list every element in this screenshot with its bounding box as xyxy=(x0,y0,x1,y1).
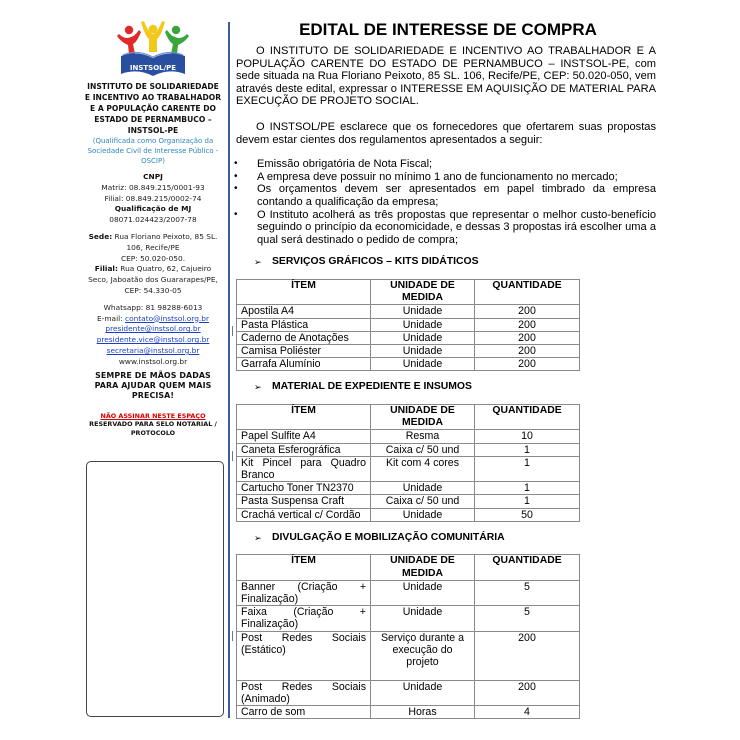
edital-body xyxy=(236,20,656,719)
section-title: DIVULGAÇÃO E MOBILIZAÇÃO COMUNITÁRIA xyxy=(272,531,505,543)
table-row xyxy=(237,443,580,456)
cell-unit: Caixa c/ 50 und xyxy=(371,443,475,456)
cell-quantity: 200 xyxy=(475,631,580,680)
cell-unit: Horas xyxy=(371,705,475,718)
cell-item: Faixa (Criação + Finalização) xyxy=(237,606,371,631)
table-row xyxy=(237,482,580,495)
email-link-contato[interactable]: contato@instsol.org.br xyxy=(125,313,209,323)
cell-unit: Unidade xyxy=(371,580,475,605)
table-row xyxy=(237,305,580,318)
cell-unit: Serviço durante a execução do projeto xyxy=(371,631,475,680)
margin-mark xyxy=(232,451,233,461)
section-heading xyxy=(254,381,656,394)
margin-mark xyxy=(232,326,233,336)
cell-item: Papel Sulfite A4 xyxy=(237,430,371,443)
instsol-logo xyxy=(113,20,193,80)
cell-quantity: 200 xyxy=(475,344,580,357)
header-quantity: QUANTIDADE xyxy=(475,279,580,304)
cell-item: Pasta Suspensa Craft xyxy=(237,495,371,508)
cell-item: Kit Pincel para Quadro Branco xyxy=(237,456,371,481)
rule-item: • Emissão obrigatória de Nota Fiscal; xyxy=(236,158,656,171)
header-quantity: QUANTIDADE xyxy=(475,555,580,580)
email-line xyxy=(84,314,222,325)
table-row xyxy=(237,331,580,344)
table-row xyxy=(237,344,580,357)
table-row xyxy=(237,495,580,508)
header-unit: UNIDADE DE MEDIDA xyxy=(371,279,475,304)
vertical-divider xyxy=(228,22,230,718)
header-item: ÍTEM xyxy=(237,279,371,304)
cell-unit: Unidade xyxy=(371,482,475,495)
cell-item: Caneta Esferográfica xyxy=(237,443,371,456)
filial-address-block xyxy=(84,264,222,286)
section-title: SERVIÇOS GRÁFICOS – KITS DIDÁTICOS xyxy=(272,256,479,268)
letterhead-sidebar xyxy=(84,20,222,437)
items-table xyxy=(236,279,580,371)
margin-mark xyxy=(232,631,233,641)
cell-unit: Unidade xyxy=(371,606,475,631)
arrow-bullet-icon: ➢ xyxy=(254,532,262,543)
table-row xyxy=(237,680,580,705)
cell-quantity: 5 xyxy=(475,606,580,631)
notary-stamp-box xyxy=(86,461,224,717)
red-figure-icon xyxy=(117,26,141,54)
table-row xyxy=(237,580,580,605)
items-table xyxy=(236,404,580,522)
cell-unit: Unidade xyxy=(371,318,475,331)
cell-unit: Unidade xyxy=(371,331,475,344)
cnpj-matriz: Matriz: 08.849.215/0001-93 xyxy=(101,182,205,192)
cell-quantity: 1 xyxy=(475,495,580,508)
cell-quantity: 1 xyxy=(475,443,580,456)
rule-item: • A empresa deve possuir no mínimo 1 ano de funcionamento no mercado; xyxy=(236,171,656,184)
sede-address-block xyxy=(84,232,222,254)
cell-unit: Unidade xyxy=(371,344,475,357)
cell-quantity: 200 xyxy=(475,318,580,331)
cell-quantity: 1 xyxy=(475,456,580,481)
rules-list xyxy=(236,158,656,246)
cell-quantity: 10 xyxy=(475,430,580,443)
do-not-sign-warning: NÃO ASSINAR NESTE ESPAÇO xyxy=(100,411,206,420)
email-link-presidente[interactable]: presidente@instsol.org.br xyxy=(105,324,201,334)
cell-unit: Caixa c/ 50 und xyxy=(371,495,475,508)
cell-item: Cartucho Toner TN2370 xyxy=(237,482,371,495)
cell-quantity: 1 xyxy=(475,482,580,495)
whatsapp: Whatsapp: 81 98288-6013 xyxy=(103,302,203,312)
cell-quantity: 200 xyxy=(475,680,580,705)
cell-quantity: 200 xyxy=(475,358,580,371)
org-name: INSTITUTO DE SOLIDARIEDADE E INCENTIVO AO TRABALHADOR E A POPULAÇÃO CARENTE DO ESTADO DE PERNAMBUCO – INSTSOL-PE xyxy=(84,82,222,135)
table-header-row xyxy=(237,404,580,429)
cell-unit: Unidade xyxy=(371,508,475,521)
header-unit: UNIDADE DE MEDIDA xyxy=(371,404,475,429)
cell-item: Banner (Criação + Finalização) xyxy=(237,580,371,605)
section-title: MATERIAL DE EXPEDIENTE E INSUMOS xyxy=(272,381,472,393)
table-row xyxy=(237,606,580,631)
reserved-notice: RESERVADO PARA SELO NOTARIAL / PROTOCOLO xyxy=(89,420,217,437)
filial-cep: CEP: 54.330-05 xyxy=(124,285,182,295)
cell-unit: Unidade xyxy=(371,680,475,705)
cell-item: Garrafa Alumínio xyxy=(237,358,371,371)
cell-unit: Unidade xyxy=(371,358,475,371)
rule-item: • Os orçamentos devem ser apresentados em papel timbrado da empresa contando a qualificação da empresa; xyxy=(236,183,656,208)
header-unit: UNIDADE DE MEDIDA xyxy=(371,555,475,580)
sections-container xyxy=(236,256,656,719)
cell-unit: Kit com 4 cores xyxy=(371,456,475,481)
rule-item: • O Instituto acolherá as três propostas que representar o melhor custo-benefício seguindo o princípio da economicidade, e dessas 3 propostas irá escolher uma a qual será destinado o pedido de compra; xyxy=(236,209,656,247)
section-heading xyxy=(254,532,656,545)
table-row xyxy=(237,318,580,331)
cell-item: Pasta Plástica xyxy=(237,318,371,331)
page-title: EDITAL DE INTERESSE DE COMPRA xyxy=(299,20,597,39)
logo-label: INSTSOL/PE xyxy=(129,64,177,72)
sede-cep: CEP: 50.020-050. xyxy=(120,253,186,263)
arrow-bullet-icon: ➢ xyxy=(254,382,262,393)
org-qualification: (Qualificada como Organização da Sociedade Civil de Interesse Público - OSCIP) xyxy=(87,137,219,165)
header-quantity: QUANTIDADE xyxy=(475,404,580,429)
cell-quantity: 4 xyxy=(475,705,580,718)
cell-item: Crachá vertical c/ Cordão xyxy=(237,508,371,521)
table-row xyxy=(237,631,580,680)
header-item: ÍTEM xyxy=(237,404,371,429)
section-heading xyxy=(254,256,656,269)
clarification-paragraph: O INSTSOL/PE esclarece que os fornecedores que ofertarem suas propostas devem estar cientes dos regulamentos apresentados a seguir: xyxy=(236,120,656,146)
table-row xyxy=(237,358,580,371)
cell-item: Caderno de Anotações xyxy=(237,331,371,344)
website: www.instsol.org.br xyxy=(118,356,188,366)
cnpj-label: CNPJ xyxy=(143,172,163,181)
cell-item: Carro de som xyxy=(237,705,371,718)
cell-quantity: 5 xyxy=(475,580,580,605)
items-table xyxy=(236,554,580,719)
arrow-bullet-icon: ➢ xyxy=(254,257,262,268)
table-row xyxy=(237,430,580,443)
sede-label: Sede: xyxy=(88,231,113,241)
table-row xyxy=(237,456,580,481)
email-label: E-mail: xyxy=(97,313,126,323)
slogan: SEMPRE DE MÃOS DADAS PARA AJUDAR QUEM MAIS PRECISA! xyxy=(94,370,212,401)
green-figure-icon xyxy=(165,26,189,54)
cell-item: Camisa Poliéster xyxy=(237,344,371,357)
email-link-secretaria[interactable]: secretaria@instsol.org.br xyxy=(106,345,200,355)
cell-item: Post Redes Sociais (Estático) xyxy=(237,631,371,680)
mj-label: Qualificação de MJ xyxy=(114,204,192,214)
header-item: ÍTEM xyxy=(237,555,371,580)
intro-paragraph: O INSTITUTO DE SOLIDARIEDADE E INCENTIVO AO TRABALHADOR E A POPULAÇÃO CARENTE DO ESTADO DE PERNAMBUCO – INSTSOL-PE, com sede situada na Rua Floriano Peixoto, 85 SL. 106, Recife/PE, CEP: 50.020-050, vem através deste edital, expressar o INTERESSE EM AQUISIÇÃO DE MATERIAL PARA EXECUÇÃO DE PROJETO SOCIAL. xyxy=(236,45,656,108)
email-link-presidente-vice[interactable]: presidente.vice@instsol.org.br xyxy=(96,335,210,345)
table-header-row xyxy=(237,555,580,580)
cell-unit: Unidade xyxy=(371,305,475,318)
table-row xyxy=(237,705,580,718)
table-header-row xyxy=(237,279,580,304)
filial-label: Filial: xyxy=(94,264,118,274)
cell-quantity: 200 xyxy=(475,331,580,344)
sede-address: Rua Floriano Peixoto, 85 SL. 106, Recife/PE xyxy=(114,231,218,252)
mj-number: 08071.024423/2007-78 xyxy=(109,215,197,225)
filial-address: Rua Quatro, 62, Cajueiro Seco, Jaboatão dos Guararapes/PE, xyxy=(88,264,218,285)
cell-quantity: 50 xyxy=(475,508,580,521)
cell-item: Apostila A4 xyxy=(237,305,371,318)
table-row xyxy=(237,508,580,521)
yellow-figure-icon xyxy=(141,21,165,52)
cell-item: Post Redes Sociais (Animado) xyxy=(237,680,371,705)
cell-unit: Resma xyxy=(371,430,475,443)
cell-quantity: 200 xyxy=(475,305,580,318)
cnpj-filial: Filial: 08.849.215/0002-74 xyxy=(104,193,202,203)
